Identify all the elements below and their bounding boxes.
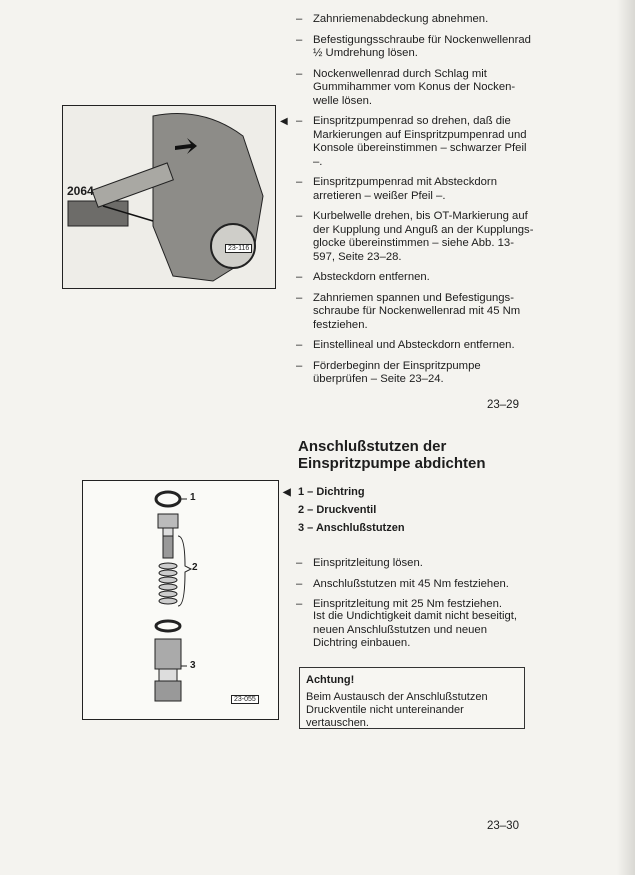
step-text: Einspritzpumpenrad so drehen, daß die Markierungen auf Einspritzpumpenrad und Konsole übereinstimmen – schwarzer Pfeil –. bbox=[313, 115, 527, 168]
callout-2: 2 bbox=[192, 562, 198, 573]
step-text: Nockenwellenrad durch Schlag mit Gummihammer vom Konus der Nocken-welle lösen. bbox=[313, 67, 516, 107]
warning-box bbox=[299, 667, 525, 729]
step-text: Anschlußstutzen mit 45 Nm festziehen. bbox=[313, 577, 509, 590]
note-text: Ist die Undichtigkeit damit nicht beseitigt, neuen Anschlußstutzen und neuen Dichtring einbauen. bbox=[313, 610, 518, 649]
dash-bullet: – bbox=[296, 291, 303, 304]
figure-id: 23-116 bbox=[225, 244, 252, 253]
dash-bullet: – bbox=[296, 115, 303, 127]
step-item bbox=[294, 578, 534, 592]
connector-exploded-illustration bbox=[83, 481, 278, 719]
dash-bullet: – bbox=[296, 33, 303, 46]
step-item bbox=[294, 34, 534, 61]
dash-bullet: – bbox=[296, 210, 303, 222]
step-item bbox=[294, 176, 534, 203]
tool-label: 2064 bbox=[67, 184, 94, 198]
legend bbox=[283, 486, 405, 540]
dash-bullet: – bbox=[296, 176, 303, 188]
legend-item: 3 – Anschlußstutzen bbox=[298, 522, 405, 534]
pointer-marker-icon: ◀ bbox=[280, 116, 288, 127]
dash-bullet: – bbox=[296, 598, 303, 610]
step-text: Einspritzpumpenrad mit Absteckdorn arretieren – weißer Pfeil –. bbox=[313, 176, 497, 202]
step-item bbox=[294, 339, 534, 353]
step-text: Zahnriemen spannen und Befestigungs-schraube für Nockenwellenrad mit 45 Nm festziehen. bbox=[313, 291, 521, 331]
step-text: Zahnriemenabdeckung abnehmen. bbox=[313, 13, 489, 25]
warning-title: Achtung! bbox=[306, 674, 355, 686]
engine-illustration bbox=[63, 106, 275, 288]
step-text: Absteckdorn entfernen. bbox=[313, 271, 430, 283]
callout-3: 3 bbox=[190, 660, 196, 671]
dash-bullet: – bbox=[296, 271, 303, 283]
step-item bbox=[294, 271, 534, 285]
legend-item: 2 – Druckventil bbox=[298, 504, 377, 516]
dash-bullet: – bbox=[296, 359, 303, 372]
page-edge-shadow bbox=[617, 0, 635, 875]
step-item bbox=[294, 557, 534, 571]
step-item bbox=[294, 210, 534, 264]
step-text: Einstellineal und Absteckdorn entfernen. bbox=[313, 339, 515, 351]
figure-pump-connector bbox=[82, 480, 279, 720]
step-text: Einspritzleitung lösen. bbox=[313, 557, 423, 569]
step-item bbox=[294, 292, 534, 333]
step-item bbox=[294, 360, 534, 387]
step-text: Befestigungsschraube für Nockenwellenrad ½ Umdrehung lösen. bbox=[313, 33, 531, 59]
page-number-top: 23–29 bbox=[487, 399, 519, 411]
figure-id: 23-055 bbox=[231, 695, 259, 704]
step-text: Kurbelwelle drehen, bis OT-Markierung auf der Kupplung und Anguß an der Kupplungs-glocke übereinstimmen – siehe Abb. 13-597, Seite 23–28. bbox=[313, 210, 534, 263]
step-item bbox=[280, 115, 534, 169]
step-item bbox=[294, 68, 534, 109]
figure-timing-pump bbox=[62, 105, 276, 289]
section-title: Anschlußstutzen der Einspritzpumpe abdichten bbox=[298, 438, 486, 472]
step-text: Einspritzleitung mit 25 Nm festziehen. bbox=[313, 598, 502, 610]
page-number-bottom: 23–30 bbox=[487, 820, 519, 832]
dash-bullet: – bbox=[296, 577, 303, 590]
dash-bullet: – bbox=[296, 67, 303, 80]
legend-item: 1 – Dichtring bbox=[298, 486, 365, 498]
dash-bullet: – bbox=[296, 557, 303, 569]
step-text: Förderbeginn der Einspritzpumpe überprüfen – Seite 23–24. bbox=[313, 359, 481, 385]
dash-bullet: – bbox=[296, 339, 303, 351]
step-item bbox=[294, 13, 534, 27]
pointer-marker-icon: ◀ bbox=[283, 487, 291, 498]
callout-1: 1 bbox=[190, 492, 196, 503]
steps-list-top bbox=[280, 13, 534, 394]
warning-text: Beim Austausch der Anschlußstutzen Druckventile nicht untereinander vertauschen. bbox=[306, 691, 488, 729]
dash-bullet: – bbox=[296, 13, 303, 25]
